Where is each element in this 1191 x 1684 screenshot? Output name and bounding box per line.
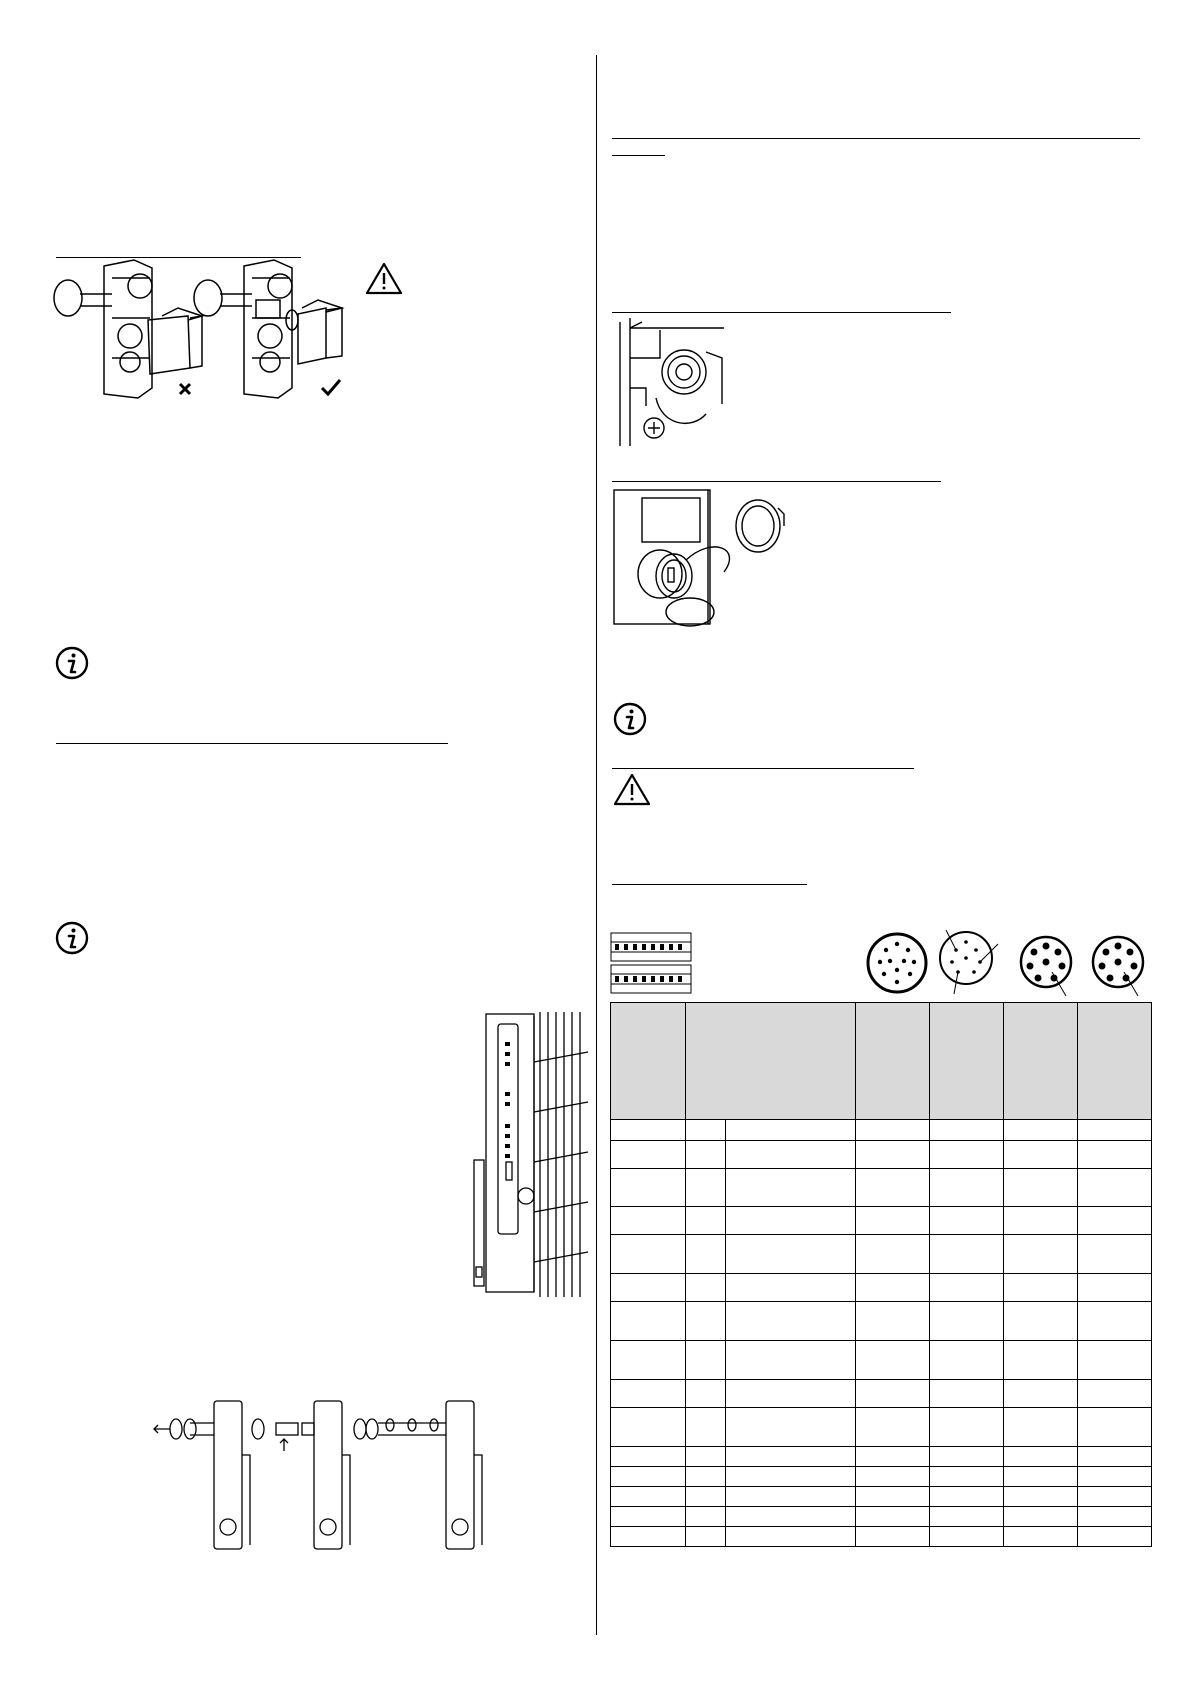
cross-mark-icon [180,384,190,394]
section-rule-6 [612,768,914,769]
terminal-block-figure [610,932,692,994]
info-icon [54,920,90,956]
table-row [611,1527,1152,1547]
connector-cap-figure [612,488,792,628]
table-header-row [611,1003,1152,1120]
table-row [611,1169,1152,1207]
warning-icon [612,772,652,808]
table-row [611,1487,1152,1507]
table-row [611,1141,1152,1169]
table-header-cell [611,1003,686,1120]
table-header-cell [686,1003,856,1120]
connector-pinout-8pin-icon [1016,932,1082,998]
escape-release-door-figure [470,1012,590,1297]
section-rule-7 [612,884,807,885]
table-row [611,1447,1152,1467]
connector-pinout-12pin-icon [864,930,930,996]
table-row [611,1302,1152,1341]
column-divider [596,55,597,1635]
section-rule-3b [612,155,665,156]
pin-assignment-table [610,1002,1152,1547]
table-header-cell [930,1003,1004,1120]
table-row [611,1120,1152,1141]
table-row [611,1380,1152,1408]
info-icon [54,645,90,681]
table-header-cell [856,1003,930,1120]
check-mark-icon [322,380,340,394]
warning-icon [364,261,404,297]
section-rule-5 [612,481,941,482]
table-row [611,1467,1152,1487]
table-row [611,1235,1152,1274]
section-rule-2 [56,743,448,744]
connector-pinout-12pin-b-icon [936,924,1002,996]
table-row [611,1408,1152,1447]
connector-pinout-8pin-b-icon [1088,932,1154,998]
info-icon [612,701,648,737]
section-rule-4 [612,312,951,313]
table-row [611,1274,1152,1302]
connector-figure [616,318,726,450]
section-rule-3 [612,138,1140,139]
table-header-cell [1004,1003,1078,1120]
table-row [611,1341,1152,1380]
table-row [611,1207,1152,1235]
table-row [611,1507,1152,1527]
switch-install-figure [52,258,392,408]
table-header-cell [1078,1003,1152,1120]
escape-release-extension-figure [150,1395,490,1555]
